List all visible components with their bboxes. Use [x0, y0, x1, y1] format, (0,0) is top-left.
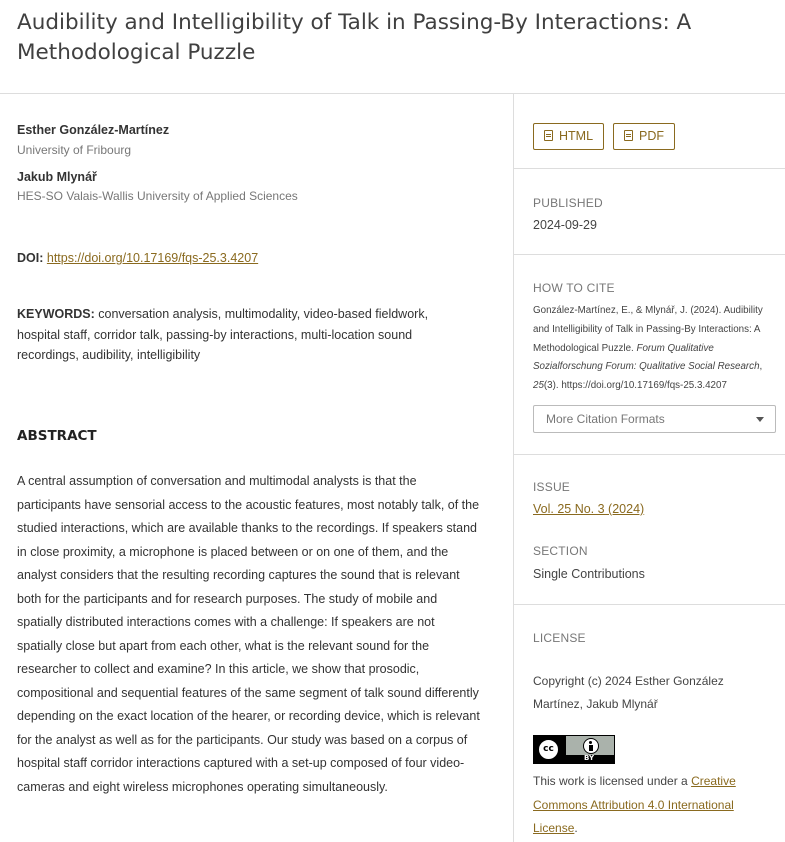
doi-link[interactable]: https://doi.org/10.17169/fqs-25.3.4207: [46, 251, 259, 265]
license-label: LICENSE: [533, 631, 586, 645]
cc-by-badge[interactable]: [533, 735, 615, 764]
section-label: SECTION: [533, 544, 588, 558]
copyright-text: Copyright (c) 2024 Esther González Martínez, Jakub Mlynář: [533, 674, 724, 711]
keywords: [17, 304, 467, 366]
doi-label: DOI:: [17, 251, 44, 265]
html-galley-button[interactable]: [533, 123, 604, 150]
issue-label: ISSUE: [533, 480, 571, 494]
published-date: 2024-09-29: [533, 218, 597, 232]
sidebar: [514, 94, 785, 842]
license-link[interactable]: Creative Commons Attribution 4.0 International License: [533, 774, 736, 835]
keywords-text: conversation analysis, multimodality, video-based fieldwork, hospital staff, corridor talk, passing-by interactions, multi-location sound recordings, audibility, intelligibility: [17, 307, 429, 362]
by-label: BY: [584, 754, 595, 762]
page-title: Audibility and Intelligibility of Talk in Passing-By Interactions: A Methodological Puzzle: [17, 10, 692, 65]
pdf-galley-button[interactable]: [613, 123, 675, 150]
author-name: Esther González-Martínez: [17, 123, 170, 137]
section-divider: [514, 168, 785, 169]
citation-formats-dropdown[interactable]: [533, 405, 776, 433]
section-divider: [514, 454, 785, 455]
citation-formats-label: More Citation Formats: [546, 412, 665, 426]
published-label: PUBLISHED: [533, 196, 603, 210]
keywords-label: KEYWORDS:: [17, 307, 95, 321]
section-divider: [514, 604, 785, 605]
author-affiliation: HES-SO Valais-Wallis University of Applied Sciences: [17, 189, 298, 203]
pdf-galley-label: PDF: [639, 129, 664, 143]
doi: [17, 251, 258, 265]
file-icon: [544, 130, 553, 141]
attribution-icon: [583, 738, 599, 754]
author-name: Jakub Mlynář: [17, 170, 97, 184]
abstract-text: A central assumption of conversation and multimodal analysts is that the participants have sensorial access to the acoustic features, most notably talk, of the studied interactions, which are available thanks to the recordings. If speakers stand in close proximity, a microphone is placed between or on one of them, and the analyst considers that the resulting recording captures the sound that is relevant both for the participants and for research purposes. The study of mobile and spatially distributed interactions comes with a challenge: If speakers are not spatially close but apart from each other, what is the relevant sound for the researcher to collect and examine? In this article, we show that prosodic, compositional and sequential features of the same segment of talk sound differently depending on the exact location of the hearer, or recording device, which is relevant for the analyst as well as for the participants. Our study was based on a corpus of hospital staff corridor interactions captured with a set-up composed of four video-cameras and eight wireless microphones operating simultaneously.: [17, 474, 480, 794]
section-value: Single Contributions: [533, 567, 645, 581]
citation-text: González-Martínez, E., & Mlynář, J. (2024). Audibility and Intelligibility of Talk in Passing-By Interactions: A Methodological Puzzle. Forum Qualitative Sozialforschung Forum: Qualitative Social Research, 25(3). https://doi.org/10.17169/fqs-25.3.4207: [533, 305, 763, 392]
issue-link[interactable]: Vol. 25 No. 3 (2024): [533, 502, 645, 516]
how-to-cite-label: HOW TO CITE: [533, 281, 615, 295]
license-text: This work is licensed under a Creative Commons Attribution 4.0 International License.: [533, 774, 736, 835]
cc-icon: cc: [537, 738, 560, 761]
html-galley-label: HTML: [559, 129, 594, 143]
abstract-heading: ABSTRACT: [17, 428, 97, 444]
chevron-down-icon: [756, 417, 764, 422]
section-divider: [514, 254, 785, 255]
author-affiliation: University of Fribourg: [17, 143, 132, 157]
file-pdf-icon: [624, 130, 633, 141]
